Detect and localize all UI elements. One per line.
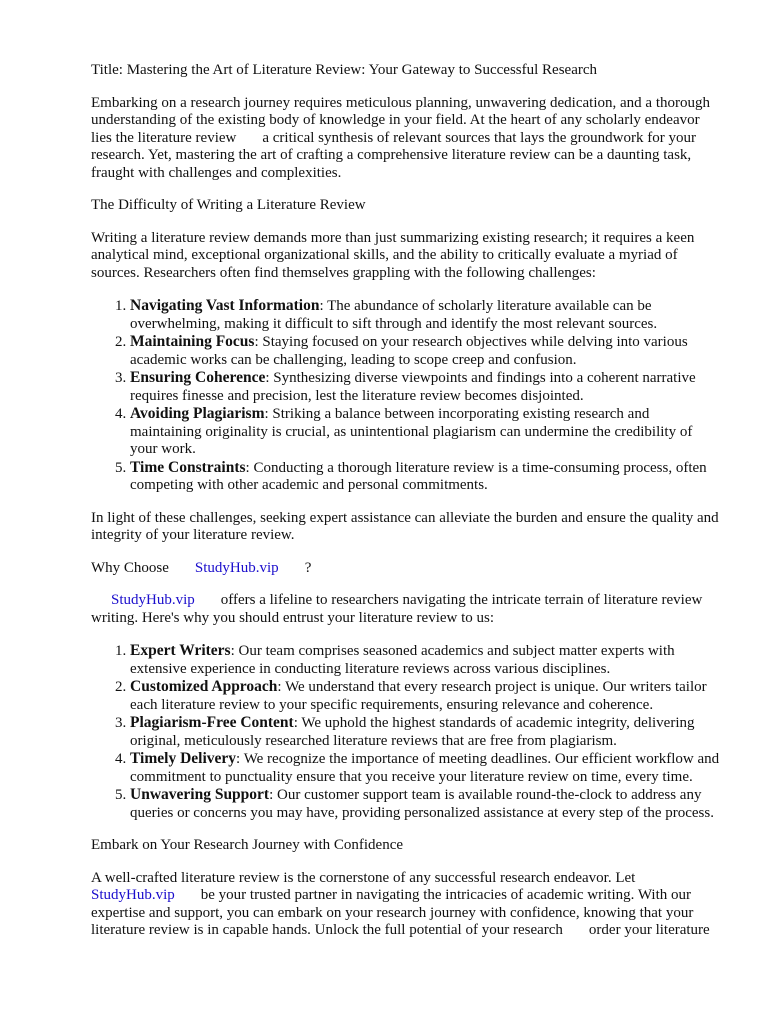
why-heading [91,560,722,578]
embark-text-middle: be your trusted partner in navigating the intricacies of academic writing. With our expertise and support, you can embark on your research journey with confidence, knowing that your literature review is in capable hands. Unlock the full potential of your research [91,887,694,938]
list-item-term: Navigating Vast Information [130,297,320,314]
studyhub-link[interactable]: StudyHub.vip [91,887,175,903]
difficulty-heading: The Difficulty of Writing a Literature Review [91,197,366,213]
list-item-text: : We understand that every research project is unique. Our writers tailor each literature review to your specific requirements, ensuring relevance and coherence. [130,679,707,713]
list-item-text: : Conducting a thorough literature review is a time-consuming process, often competing with other academic and personal commitments. [130,459,707,493]
studyhub-link[interactable]: StudyHub.vip [111,592,195,608]
list-item [130,642,722,678]
list-item [130,714,722,750]
intro-text-before: Embarking on a research journey requires meticulous planning, unwavering dedication, and a thorough understanding of the existing body of knowledge in your field. At the heart of any scholarly endeavor lies the literature review [91,94,710,146]
list-item-term: Expert Writers [130,642,231,659]
list-item [130,369,722,405]
studyhub-link[interactable]: StudyHub.vip [194,559,279,576]
embark-heading: Embark on Your Research Journey with Confidence [91,837,404,853]
list-item-term: Unwavering Support [130,786,270,803]
embark-paragraph [91,870,722,940]
list-item-text: : Striking a balance between incorporating existing research and maintaining originality is crucial, as unintentional plagiarism can undermine the credibility of your work. [130,406,693,457]
why-prefix: Why Choose [91,559,169,576]
reasons-list [91,642,722,822]
light-paragraph: In light of these challenges, seeking expert assistance can alleviate the burden and ensure the quality and integrity of your literature review. [91,509,719,543]
list-item [130,333,722,369]
list-item-term: Ensuring Coherence [130,369,266,386]
intro-paragraph [91,95,722,183]
intro-text-after: a critical synthesis of relevant sources that lays the groundwork for your research. Yet, mastering the art of crafting a comprehensive literature review can be a daunting task, fraught with challenges and complexities. [91,129,696,181]
document-title: Title: Mastering the Art of Literature Review: Your Gateway to Successful Research [91,62,598,78]
why-suffix: ? [304,559,312,576]
list-item-text: : Our customer support team is available round-the-clock to address any queries or concerns you may have, providing personalized assistance at every step of the process. [130,787,714,821]
list-item [130,459,722,495]
list-item-text: : The abundance of scholarly literature available can be overwhelming, making it difficult to sift through and identify the most relevant sources. [130,298,658,332]
list-item [130,405,722,459]
list-item-text: : Synthesizing diverse viewpoints and findings into a coherent narrative requires finesse and precision, lest the literature review becomes disjointed. [130,370,696,404]
lifeline-text: offers a lifeline to researchers navigating the intricate terrain of literature review writing. Here's why you should entrust your literature review to us: [91,592,703,626]
list-item-term: Timely Delivery [130,750,237,767]
list-item-term: Plagiarism-Free Content [130,714,294,731]
lifeline-paragraph [91,592,722,627]
challenges-list [91,297,722,495]
list-item [130,786,722,822]
list-item [130,297,722,333]
embark-text-after: order your literature [588,922,710,938]
list-item-text: : Our team comprises seasoned academics and subject matter experts with extensive experience in conducting literature reviews across various disciplines. [130,643,675,677]
list-item-term: Maintaining Focus [130,333,255,350]
list-item-text: : We uphold the highest standards of academic integrity, delivering original, meticulously researched literature reviews that are free from plagiarism. [130,715,695,749]
list-item-term: Time Constraints [130,458,246,476]
list-item [130,750,722,786]
list-item-term: Avoiding Plagiarism [130,405,265,422]
difficulty-paragraph: Writing a literature review demands more than just summarizing existing research; it requires a keen analytical mind, exceptional organizational skills, and the ability to critically evaluate a myriad of sources. Researchers often find themselves grappling with the following challenges: [91,229,695,281]
list-item-term: Customized Approach [130,678,278,695]
list-item-text: : We recognize the importance of meeting deadlines. Our efficient workflow and commitment to punctuality ensure that you receive your literature review on time, every time. [130,751,720,785]
list-item-text: : Staying focused on your research objectives while delving into various academic works can be challenging, leading to scope creep and confusion. [130,334,688,368]
embark-text-before: A well-crafted literature review is the cornerstone of any successful research endeavor. Let [91,869,636,886]
list-item [130,678,722,714]
